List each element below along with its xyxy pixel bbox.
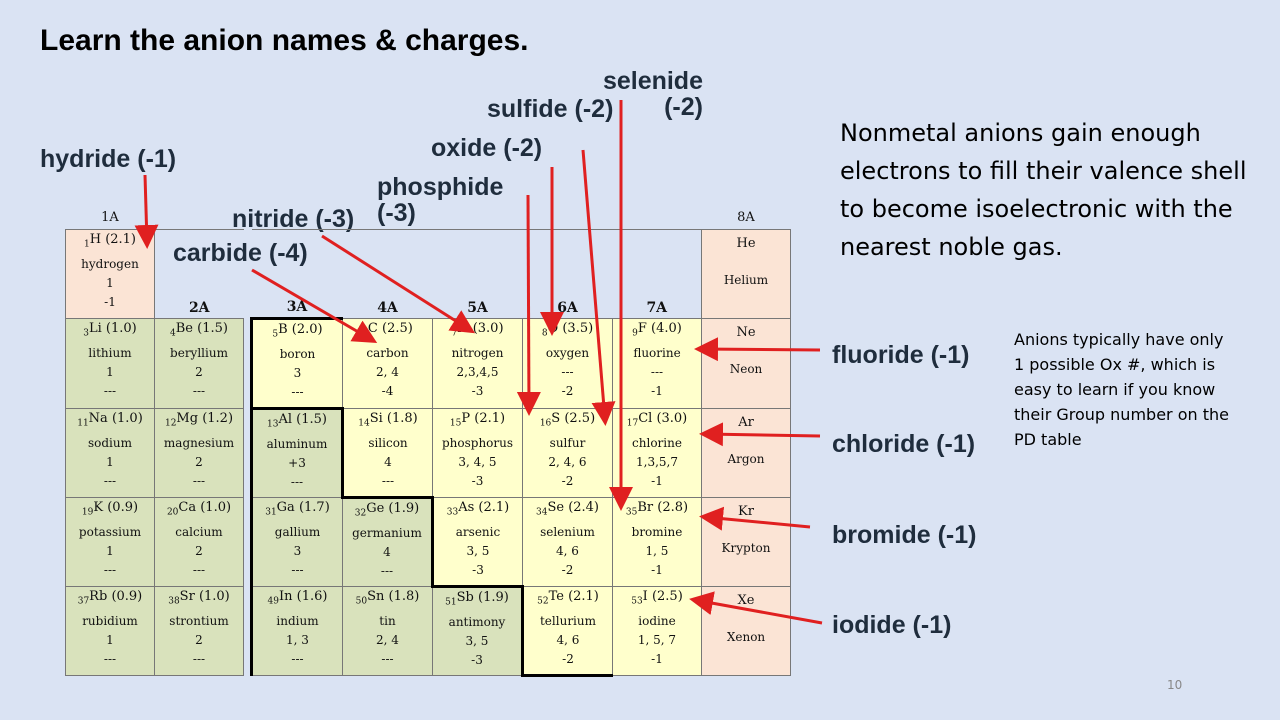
element-symbol: S (551, 411, 561, 426)
atomic-number: 34 (535, 507, 548, 518)
anion-charge: --- (291, 651, 304, 666)
oxidation-states: 3 (293, 543, 302, 558)
atomic-number: 3 (83, 328, 89, 339)
oxidation-states: 2, 4 (376, 364, 399, 379)
oxidation-states: 1 (106, 454, 114, 469)
element-name: Argon (727, 452, 765, 466)
element-name: Helium (723, 273, 769, 287)
anion-charge: --- (192, 473, 206, 488)
oxidation-states: 2 (195, 454, 203, 469)
arrow-iodide (695, 600, 822, 623)
label-selenide: selenide (-2) (602, 67, 703, 121)
oxidation-states: 3, 4, 5 (458, 454, 497, 469)
element-symbol: F (637, 321, 647, 336)
element-name: sodium (87, 435, 132, 450)
electronegativity: (3.5) (562, 321, 594, 336)
atomic-number: 17 (626, 418, 639, 429)
element-name: beryllium (170, 345, 228, 360)
anion-charge: --- (103, 383, 117, 398)
electronegativity: (2.5) (564, 411, 596, 426)
element-name: magnesium (163, 435, 235, 450)
electronegativity: (3.0) (472, 321, 504, 336)
group-header-4a: 4A (343, 230, 433, 319)
anion-charge: --- (103, 562, 117, 577)
atomic-number: 5 (272, 329, 279, 340)
oxidation-states: 3 (293, 365, 302, 380)
element-symbol: Br (637, 500, 654, 515)
atomic-number: 51 (445, 597, 457, 608)
atomic-number: 53 (631, 596, 643, 607)
electronegativity: (1.2) (202, 411, 234, 426)
element-symbol: Ne (736, 325, 756, 340)
atomic-number: 32 (354, 508, 367, 519)
anion-charge: --- (380, 563, 394, 578)
element-name: Krypton (721, 541, 771, 555)
anion-charge: -2 (561, 383, 574, 398)
element-symbol: P (461, 411, 471, 426)
label-sulfide: sulfide (-2) (487, 95, 614, 123)
element-name: potassium (78, 524, 142, 539)
anion-charge: -1 (651, 383, 663, 398)
element-name: carbon (366, 345, 409, 360)
element-symbol: As (458, 500, 475, 515)
element-name: arsenic (455, 524, 501, 539)
electronegativity: (1.7) (298, 500, 330, 515)
arrow-chloride (705, 434, 820, 436)
atomic-number: 33 (446, 507, 459, 518)
atomic-number: 37 (77, 596, 90, 607)
element-symbol: Ge (366, 501, 385, 516)
anion-charge: -3 (472, 562, 484, 577)
electronegativity: (2.5) (651, 589, 683, 604)
electronegativity: (1.5) (296, 412, 327, 427)
anion-charge: -2 (562, 651, 574, 666)
oxidation-states: 1,3,5,7 (636, 454, 678, 469)
anion-charge: -3 (471, 383, 484, 398)
atomic-number: 8 (541, 328, 548, 339)
electronegativity: (2.8) (657, 500, 689, 515)
anion-charge: --- (192, 562, 206, 577)
element-symbol: Kr (738, 504, 754, 519)
element-name: lithium (88, 345, 132, 360)
label-chloride: chloride (-1) (832, 430, 976, 458)
oxidation-states: 3, 5 (465, 633, 489, 648)
anion-charge: --- (291, 384, 304, 399)
element-name: rubidium (82, 613, 138, 628)
atomic-number: 6 (362, 328, 368, 339)
anion-charge: --- (192, 383, 206, 398)
group-header-1a: 1A (101, 209, 119, 225)
arrow-sulfide (583, 150, 605, 420)
group-header-2a: 2A (155, 230, 244, 319)
oxidation-states: 2, 4, 6 (548, 454, 587, 469)
slide-number: 10 (1167, 678, 1183, 692)
oxidation-states: 4, 6 (556, 632, 580, 647)
oxidation-states: 4, 6 (556, 543, 579, 558)
electronegativity: (0.9) (107, 500, 139, 515)
atomic-number: 38 (168, 596, 180, 607)
oxidation-states: 2 (195, 632, 203, 647)
oxidation-states: 1, 5 (645, 543, 669, 558)
element-symbol: Al (278, 412, 293, 427)
arrow-nitride (322, 236, 470, 330)
anion-charge: --- (192, 651, 206, 666)
anion-charge: --- (103, 651, 117, 666)
anion-charge: --- (381, 651, 394, 666)
element-symbol: Sr (179, 589, 195, 604)
element-name: tin (379, 613, 396, 628)
element-symbol: O (547, 321, 559, 336)
electronegativity: (1.0) (198, 589, 230, 604)
element-name: germanium (352, 525, 422, 540)
element-symbol: In (278, 589, 293, 604)
anion-charge: -3 (471, 652, 483, 667)
anion-charge: -3 (471, 473, 484, 488)
anion-charge: --- (291, 562, 304, 577)
element-name: gallium (274, 524, 321, 539)
element-name: fluorine (633, 345, 681, 360)
atomic-number: 19 (81, 507, 94, 518)
arrow-hydride (145, 175, 147, 243)
atomic-number: 49 (267, 596, 279, 607)
element-name: iodine (638, 613, 676, 628)
atomic-number: 11 (77, 418, 89, 429)
group-header-6a: 6A (523, 230, 613, 319)
element-name: indium (276, 613, 319, 628)
atomic-number: 14 (358, 418, 370, 429)
oxidation-states: --- (561, 364, 574, 379)
anion-charge: -1 (651, 651, 663, 666)
element-name: chlorine (632, 435, 682, 450)
element-symbol: He (736, 236, 756, 251)
atomic-number: 35 (625, 507, 638, 518)
element-name: hydrogen (81, 256, 139, 271)
element-symbol: B (278, 322, 288, 337)
element-symbol: Li (88, 321, 102, 336)
label-fluoride: fluoride (-1) (832, 341, 970, 369)
electronegativity: (2.1) (568, 589, 599, 604)
oxidation-states: +3 (288, 455, 306, 470)
label-hydride: hydride (-1) (40, 145, 177, 173)
description-text: Nonmetal anions gain enough electrons to fill their valence shell to become isoelectronic with the nearest noble gas. (840, 119, 1247, 261)
anion-charge: --- (103, 473, 117, 488)
oxidation-states: 2, 4 (376, 632, 399, 647)
element-symbol: Rb (89, 589, 108, 604)
element-symbol: Ca (178, 500, 197, 515)
anion-charge: -1 (651, 562, 663, 577)
oxidation-states: 2 (195, 543, 203, 558)
electronegativity: (2.1) (478, 500, 510, 515)
anion-charge: -4 (381, 383, 394, 398)
element-name: tellurium (539, 613, 596, 628)
label-carbide: carbide (-4) (173, 239, 308, 267)
label-oxide: oxide (-2) (431, 134, 543, 162)
element-name: phosphorus (441, 435, 514, 450)
element-name: calcium (175, 524, 223, 539)
oxidation-states: 4 (383, 544, 391, 559)
element-symbol: C (367, 321, 378, 336)
electronegativity: (1.8) (386, 411, 418, 426)
anion-charge: --- (290, 474, 304, 489)
electronegativity: (1.8) (388, 589, 420, 604)
anion-charge: -2 (561, 562, 574, 577)
atomic-number: 7 (451, 328, 458, 339)
element-symbol: H (89, 232, 102, 247)
arrow-bromide (705, 517, 810, 527)
electronegativity: (2.1) (105, 232, 137, 247)
oxidation-states: 2,3,4,5 (456, 364, 499, 379)
atomic-number: 20 (166, 507, 179, 518)
electronegativity: (2.5) (382, 321, 413, 336)
element-symbol: N (457, 321, 469, 336)
oxidation-states: 1 (106, 364, 114, 379)
oxidation-states: 1 (106, 275, 114, 290)
label-iodide: iodide (-1) (832, 611, 952, 639)
electronegativity: (1.6) (296, 589, 328, 604)
element-name: aluminum (266, 436, 328, 451)
ox-note: Anions typically have only 1 possible Ox #, which is easy to learn if you know their Group number on the PD table (1014, 330, 1229, 449)
group-header-8a: 8A (737, 209, 755, 225)
element-symbol: Mg (176, 411, 199, 426)
element-name: nitrogen (451, 345, 504, 360)
electronegativity: (1.0) (200, 500, 232, 515)
element-symbol: K (93, 500, 104, 515)
atomic-number: 16 (539, 418, 552, 429)
electronegativity: (4.0) (651, 321, 682, 336)
label-nitride: nitride (-3) (232, 205, 355, 233)
electronegativity: (1.0) (111, 411, 143, 426)
arrow-phosphide (528, 195, 529, 410)
oxidation-states: 3, 5 (466, 543, 490, 558)
element-name: boron (279, 346, 316, 361)
element-name: oxygen (545, 345, 590, 360)
atomic-number: 52 (537, 596, 549, 607)
electronegativity: (2.4) (568, 500, 600, 515)
electronegativity: (2.1) (474, 411, 506, 426)
element-symbol: Ar (738, 415, 754, 430)
atomic-number: 1 (83, 239, 90, 250)
element-name: bromine (631, 524, 683, 539)
atomic-number: 4 (170, 328, 176, 339)
group-header-7a: 7A (613, 230, 702, 319)
label-phosphide: phosphide (-3) (377, 173, 504, 227)
slide-title: Learn the anion names & charges. (40, 24, 529, 57)
oxidation-states: 1, 3 (286, 632, 309, 647)
element-symbol: Na (88, 411, 108, 426)
electronegativity: (1.9) (388, 501, 420, 516)
element-name: strontium (169, 613, 229, 628)
oxidation-states: --- (650, 364, 664, 379)
group-header-3a: 3A (252, 230, 343, 319)
element-symbol: Sb (456, 590, 474, 605)
anion-charge: -1 (104, 294, 116, 309)
element-symbol: Xe (737, 593, 755, 608)
atomic-number: 15 (449, 418, 462, 429)
oxidation-states: 1 (106, 543, 114, 558)
element-symbol: Si (369, 411, 383, 426)
element-symbol: Cl (638, 411, 653, 426)
element-symbol: Be (175, 321, 193, 336)
anion-charge: --- (381, 473, 395, 488)
element-symbol: I (642, 589, 648, 604)
anion-charge: -2 (561, 473, 574, 488)
oxidation-states: 4 (384, 454, 392, 469)
electronegativity: (0.9) (111, 589, 143, 604)
atomic-number: 9 (632, 328, 638, 339)
anion-charge: -1 (651, 473, 663, 488)
element-name: Neon (729, 362, 763, 376)
arrow-carbide (252, 270, 372, 340)
element-name: sulfur (549, 435, 586, 450)
electronegativity: (1.0) (105, 321, 137, 336)
element-symbol: Se (547, 500, 565, 515)
element-symbol: Te (548, 589, 564, 604)
element-name: antimony (448, 614, 506, 629)
label-bromide: bromide (-1) (832, 521, 977, 549)
electronegativity: (1.9) (478, 590, 509, 605)
electronegativity: (1.5) (197, 321, 228, 336)
group-header-5a: 5A (433, 230, 523, 319)
element-symbol: Sn (367, 589, 385, 604)
oxidation-states: 1 (106, 632, 114, 647)
atomic-number: 12 (164, 418, 177, 429)
oxidation-states: 1, 5, 7 (637, 632, 677, 647)
atomic-number: 13 (267, 419, 279, 430)
atomic-number: 31 (265, 507, 277, 518)
oxidation-states: 2 (195, 364, 203, 379)
element-symbol: Ga (276, 500, 295, 515)
atomic-number: 50 (355, 596, 368, 607)
arrow-fluoride (700, 349, 820, 350)
element-name: Xenon (726, 630, 766, 644)
electronegativity: (3.0) (656, 411, 688, 426)
electronegativity: (2.0) (291, 322, 323, 337)
element-name: selenium (540, 524, 595, 539)
element-name: silicon (368, 435, 408, 450)
